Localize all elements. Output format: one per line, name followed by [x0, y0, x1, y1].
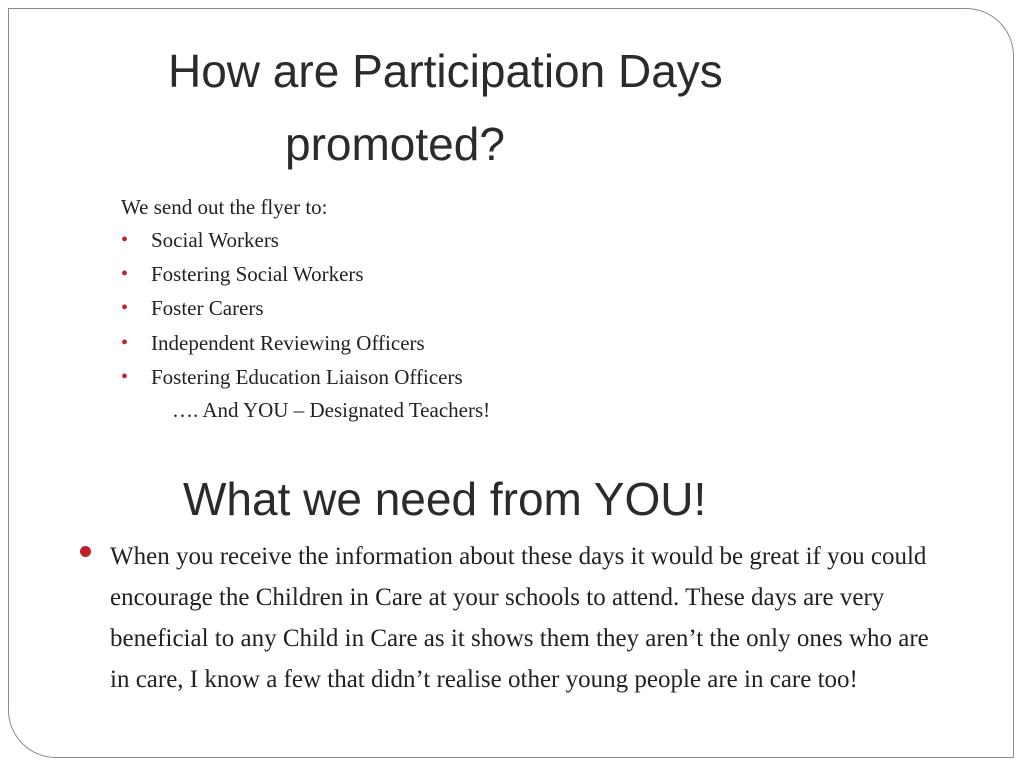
slide-title-line2: promoted? [285, 118, 505, 170]
bullet-icon: • [121, 331, 129, 354]
list-item-label: Fostering Social Workers [151, 262, 364, 287]
list-item [121, 329, 463, 363]
bullet-icon: • [121, 229, 129, 251]
list-item [121, 260, 463, 294]
bullet-icon: • [121, 297, 129, 320]
designated-teachers-line: …. And YOU – Designated Teachers! [172, 398, 491, 422]
intro-text: We send out the flyer to: [121, 195, 328, 219]
section-heading: What we need from YOU! [183, 473, 707, 525]
bullet-icon: • [121, 263, 129, 286]
list-item [121, 226, 463, 260]
list-item [121, 294, 463, 328]
slide-title-line1: How are Participation Days [168, 45, 723, 97]
list-item [121, 363, 463, 397]
list-item-label: Social Workers [151, 228, 279, 252]
recipient-list [121, 226, 463, 397]
list-item-label: Foster Carers [151, 296, 264, 321]
list-item-label: Independent Reviewing Officers [151, 330, 425, 355]
bullet-icon: • [121, 365, 129, 388]
list-item-label: Fostering Education Liaison Officers [151, 364, 463, 389]
paragraph-text: When you receive the information about these days it would be great if you could encourage the Children in Care at your schools to attend. These days are very beneficial to any Child in Care as it shows them they aren’t the only ones who are in care, I know a few that didn’t realise other young people are in care too! [110, 543, 929, 693]
bullet-icon [80, 546, 91, 557]
